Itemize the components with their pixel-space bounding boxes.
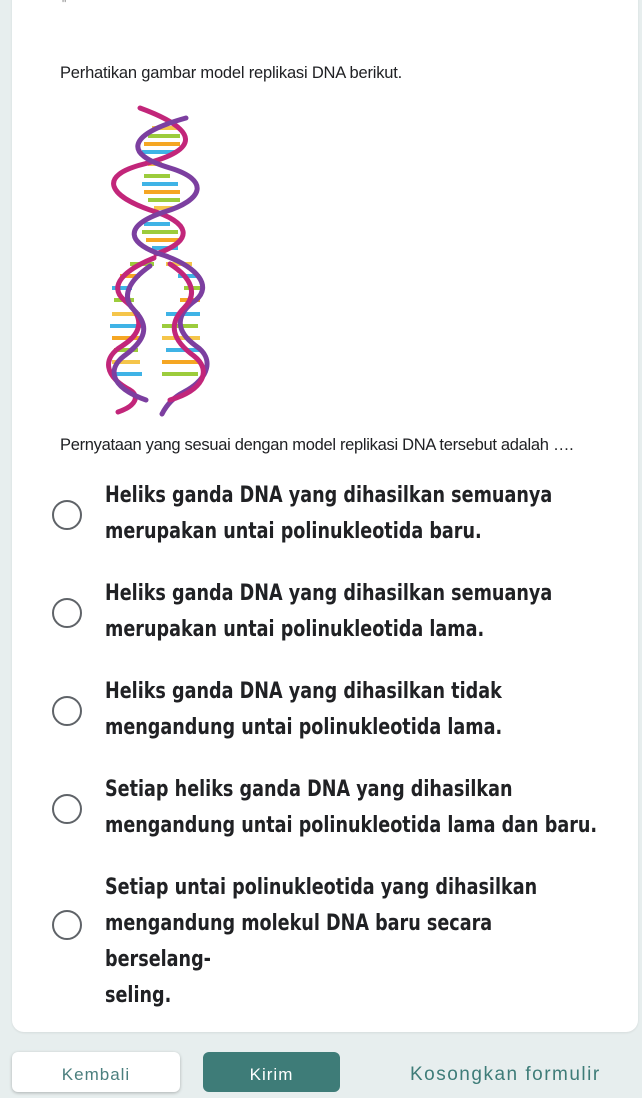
submit-button[interactable]: Kirim	[203, 1052, 340, 1092]
answer-option-4[interactable]	[52, 772, 612, 844]
option-label-line: Setiap untai polinukleotida yang dihasilkan	[105, 875, 538, 900]
option-label	[105, 870, 601, 1014]
statement-text: Pernyataan yang sesuai dengan model replikasi DNA tersebut adalah ….	[60, 436, 574, 454]
radio-button[interactable]	[52, 910, 82, 940]
option-label	[105, 576, 601, 648]
radio-button[interactable]	[52, 696, 82, 726]
previous-content-fragment: "	[62, 0, 67, 11]
option-label	[105, 772, 601, 844]
option-label	[105, 674, 601, 746]
clear-form-link[interactable]: Kosongkan formulir	[410, 1064, 601, 1085]
answer-option-1[interactable]	[52, 478, 612, 550]
radio-button[interactable]	[52, 598, 82, 628]
option-label-line: Setiap heliks ganda DNA yang dihasilkan	[105, 777, 513, 802]
option-label-line: mengandung molekul DNA baru secara berselang-	[105, 911, 493, 972]
form-footer	[0, 1050, 642, 1085]
option-label-line: Heliks ganda DNA yang dihasilkan semuanya	[105, 483, 553, 508]
radio-button[interactable]	[52, 794, 82, 824]
option-label-line: Heliks ganda DNA yang dihasilkan tidak	[105, 679, 502, 704]
back-button[interactable]: Kembali	[12, 1052, 180, 1092]
option-label-line: seling.	[105, 983, 172, 1008]
option-label-line: merupakan untai polinukleotida baru.	[105, 519, 482, 544]
option-label-line: mengandung untai polinukleotida lama.	[105, 715, 503, 740]
radio-button[interactable]	[52, 500, 82, 530]
answer-option-3[interactable]	[52, 674, 612, 746]
question-text: Perhatikan gambar model replikasi DNA berikut.	[60, 64, 403, 82]
option-label-line: Heliks ganda DNA yang dihasilkan semuanya	[105, 581, 553, 606]
answer-option-2[interactable]	[52, 576, 612, 648]
dna-replication-figure	[100, 100, 220, 418]
option-label	[105, 478, 601, 550]
option-label-line: mengandung untai polinukleotida lama dan baru.	[105, 813, 598, 838]
option-label-line: merupakan untai polinukleotida lama.	[105, 617, 485, 642]
answer-option-5[interactable]	[52, 870, 612, 1008]
